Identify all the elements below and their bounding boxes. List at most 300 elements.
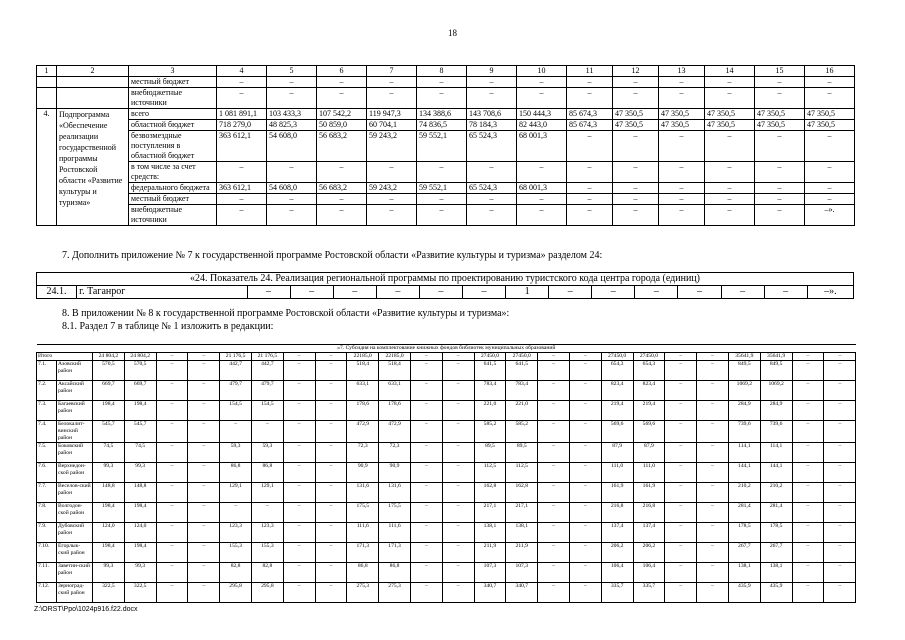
value-cell: – [705, 183, 755, 194]
district-name: Боковский район [57, 443, 93, 463]
row-number: 7.6. [37, 463, 57, 483]
total-value: – [697, 353, 729, 361]
value-cell: – [665, 563, 697, 583]
value-cell: 47 350,5 [659, 120, 705, 131]
value-cell: 107,3 [506, 563, 538, 583]
header-cell: 7 [367, 66, 417, 77]
value-cell: – [156, 463, 188, 483]
value-cell: 154,5 [220, 401, 252, 421]
value-cell: – [567, 131, 613, 162]
value-cell: – [538, 563, 570, 583]
row-name: областной бюджет [129, 120, 217, 131]
value-cell: – [442, 583, 474, 603]
value-cell: – [697, 523, 729, 543]
header-cell: 6 [317, 66, 367, 77]
value-cell: – [538, 381, 570, 401]
value-cell: – [267, 162, 317, 183]
value-cell: – [613, 162, 659, 183]
value-cell: 275,3 [347, 583, 379, 603]
value-cell: 1069,2 [760, 381, 792, 401]
header-cell: 13 [659, 66, 705, 77]
value-cell: 435,9 [728, 583, 760, 603]
value-cell: – [156, 583, 188, 603]
value-cell: 340,7 [474, 583, 506, 603]
value-cell: 78 184,3 [467, 120, 517, 131]
value-cell: – [824, 401, 856, 421]
value-cell: – [410, 563, 442, 583]
value-cell: 111,6 [347, 523, 379, 543]
value-cell: 281,4 [728, 503, 760, 523]
value-cell: – [792, 463, 824, 483]
total-value: – [188, 353, 220, 361]
value-cell: – [283, 563, 315, 583]
value-cell: – [659, 77, 705, 88]
row-name: всего [129, 109, 217, 120]
value-cell: – [517, 205, 567, 226]
row-number: 7.1. [37, 361, 57, 381]
value-cell: – [156, 401, 188, 421]
value-cell: – [156, 543, 188, 563]
value-cell: 198,4 [93, 543, 125, 563]
row-number: 7.11. [37, 563, 57, 583]
value-cell: – [315, 543, 347, 563]
value-cell: 99,3 [93, 563, 125, 583]
value-cell: – [217, 194, 267, 205]
value-cell: – [569, 503, 601, 523]
indicator-value: – [721, 286, 764, 299]
value-cell: 849,5 [728, 361, 760, 381]
value-cell: 59 243,2 [367, 183, 417, 194]
value-cell: – [410, 421, 442, 443]
value-cell: – [220, 421, 252, 443]
value-cell: – [283, 483, 315, 503]
total-value: 35641,9 [728, 353, 760, 361]
value-cell: 641,5 [506, 361, 538, 381]
value-cell: 823,4 [633, 381, 665, 401]
value-cell: – [805, 183, 855, 194]
value-cell: – [410, 401, 442, 421]
value-cell: – [538, 401, 570, 421]
total-value: – [538, 353, 570, 361]
value-cell: – [217, 162, 267, 183]
value-cell: 137,4 [633, 523, 665, 543]
value-cell: 47 350,5 [755, 120, 805, 131]
value-cell: – [315, 401, 347, 421]
value-cell: – [665, 463, 697, 483]
value-cell: – [156, 503, 188, 523]
value-cell: 59 243,2 [367, 131, 417, 162]
value-cell: 103 433,3 [267, 109, 317, 120]
row-name: внебюджетные источники [129, 88, 217, 109]
value-cell: – [156, 483, 188, 503]
value-cell: 72,3 [379, 443, 411, 463]
value-cell: – [410, 483, 442, 503]
value-cell: – [659, 183, 705, 194]
row-number: 4. [37, 109, 57, 226]
value-cell: 221,0 [506, 401, 538, 421]
value-cell: 47 350,5 [805, 109, 855, 120]
value-cell: – [792, 401, 824, 421]
value-cell: 654,3 [601, 361, 633, 381]
value-cell: 472,9 [347, 421, 379, 443]
header-cell: 12 [613, 66, 659, 77]
value-cell: – [467, 205, 517, 226]
value-cell: 178,5 [760, 523, 792, 543]
value-cell: 87,9 [601, 443, 633, 463]
value-cell: 99,3 [124, 463, 156, 483]
value-cell: – [417, 77, 467, 88]
value-cell: 72,3 [347, 443, 379, 463]
value-cell: – [665, 583, 697, 603]
value-cell: – [217, 205, 267, 226]
value-cell: 47 350,5 [613, 109, 659, 120]
value-cell: 99,3 [93, 463, 125, 483]
value-cell: 221,0 [474, 401, 506, 421]
value-cell: 210,2 [760, 483, 792, 503]
paragraph-7: 7. Дополнить приложение № 7 к государственной программе Ростовской области «Развитие культуры и туризма» разделом 24: [62, 250, 603, 261]
indicator-value: – [290, 286, 333, 299]
value-cell: 65 524,3 [467, 131, 517, 162]
value-cell: 129,1 [251, 483, 283, 503]
value-cell: 138,1 [506, 523, 538, 543]
value-cell: – [665, 523, 697, 543]
value-cell: – [569, 483, 601, 503]
value-cell: 739,6 [728, 421, 760, 443]
value-cell: – [792, 381, 824, 401]
value-cell: – [442, 543, 474, 563]
value-cell: 275,3 [379, 583, 411, 603]
value-cell: 171,3 [347, 543, 379, 563]
value-cell: 178,6 [379, 401, 411, 421]
value-cell: – [283, 381, 315, 401]
value-cell: 74 836,5 [417, 120, 467, 131]
total-value: – [410, 353, 442, 361]
value-cell: – [755, 183, 805, 194]
value-cell: – [569, 523, 601, 543]
value-cell: 545,7 [93, 421, 125, 443]
total-value: – [442, 353, 474, 361]
paragraph-8-1: 8.1. Раздел 7 в таблице № 1 изложить в редакции: [62, 321, 274, 332]
value-cell: – [367, 205, 417, 226]
page-number: 18 [448, 28, 457, 38]
value-cell: – [613, 88, 659, 109]
value-cell: – [283, 421, 315, 443]
financing-table [36, 65, 855, 226]
value-cell: – [567, 162, 613, 183]
value-cell: – [569, 583, 601, 603]
value-cell: – [805, 194, 855, 205]
header-cell: 5 [267, 66, 317, 77]
value-cell: 144,1 [728, 463, 760, 483]
total-value: – [569, 353, 601, 361]
value-cell: 74,5 [124, 443, 156, 463]
value-cell: – [156, 563, 188, 583]
value-cell: 87,9 [633, 443, 665, 463]
value-cell: – [442, 503, 474, 523]
value-cell: – [705, 88, 755, 109]
value-cell: – [188, 381, 220, 401]
value-cell: – [538, 463, 570, 483]
district-name: Аксайский район [57, 381, 93, 401]
value-cell: – [367, 88, 417, 109]
value-cell: 171,3 [379, 543, 411, 563]
value-cell: – [315, 361, 347, 381]
value-cell: 90,9 [347, 463, 379, 483]
value-cell: – [188, 583, 220, 603]
value-cell: 106,4 [601, 563, 633, 583]
value-cell: 82,8 [251, 563, 283, 583]
indicator-value: –». [807, 286, 853, 299]
value-cell: – [188, 361, 220, 381]
value-cell: – [317, 194, 367, 205]
value-cell: 669,7 [124, 381, 156, 401]
value-cell: 217,1 [474, 503, 506, 523]
value-cell: 641,5 [474, 361, 506, 381]
value-cell: – [315, 503, 347, 523]
row-name: безвозмездные поступления в областной бюджет [129, 131, 217, 162]
value-cell: 86,8 [379, 563, 411, 583]
value-cell: 442,7 [220, 361, 252, 381]
total-label: Итого [37, 353, 93, 361]
value-cell: – [315, 381, 347, 401]
row-name: местный бюджет [129, 77, 217, 88]
total-value: – [156, 353, 188, 361]
value-cell: – [188, 443, 220, 463]
value-cell: – [824, 421, 856, 443]
value-cell: 162,8 [506, 483, 538, 503]
value-cell: 216,8 [601, 503, 633, 523]
value-cell: 114,1 [728, 443, 760, 463]
value-cell: – [697, 503, 729, 523]
value-cell: 219,4 [633, 401, 665, 421]
value-cell: – [442, 361, 474, 381]
value-cell: 74,5 [93, 443, 125, 463]
value-cell: – [697, 563, 729, 583]
total-value: 27450,0 [601, 353, 633, 361]
value-cell: – [267, 194, 317, 205]
value-cell: – [613, 194, 659, 205]
value-cell: – [467, 162, 517, 183]
value-cell: – [659, 194, 705, 205]
value-cell: 106,4 [633, 563, 665, 583]
indicator-value: – [462, 286, 505, 299]
row-number: 7.3. [37, 401, 57, 421]
value-cell: 518,4 [379, 361, 411, 381]
value-cell: 60 704,1 [367, 120, 417, 131]
value-cell: – [697, 401, 729, 421]
value-cell: – [824, 463, 856, 483]
value-cell: 112,5 [474, 463, 506, 483]
total-value: – [665, 353, 697, 361]
value-cell: 137,4 [601, 523, 633, 543]
value-cell: 59 552,1 [417, 131, 467, 162]
empty-cell [37, 77, 57, 88]
value-cell: 479,7 [220, 381, 252, 401]
value-cell: – [567, 88, 613, 109]
value-cell: – [188, 483, 220, 503]
value-cell: 322,5 [124, 583, 156, 603]
value-cell: 295,8 [220, 583, 252, 603]
value-cell: – [705, 162, 755, 183]
value-cell: – [792, 421, 824, 443]
value-cell: – [317, 162, 367, 183]
value-cell: – [367, 162, 417, 183]
value-cell: –». [805, 205, 855, 226]
value-cell: 545,7 [124, 421, 156, 443]
value-cell: – [697, 443, 729, 463]
value-cell: – [697, 463, 729, 483]
value-cell: 442,7 [251, 361, 283, 381]
value-cell: 479,7 [251, 381, 283, 401]
value-cell: 68 001,3 [517, 183, 567, 194]
value-cell: – [315, 483, 347, 503]
indicator-value: – [419, 286, 462, 299]
value-cell: – [410, 503, 442, 523]
value-cell: – [792, 523, 824, 543]
value-cell: 86,8 [220, 463, 252, 483]
value-cell: 56 683,2 [317, 183, 367, 194]
value-cell: – [697, 583, 729, 603]
value-cell: – [697, 361, 729, 381]
value-cell: 284,9 [728, 401, 760, 421]
value-cell: – [538, 523, 570, 543]
value-cell: 363 612,1 [217, 131, 267, 162]
value-cell: – [283, 401, 315, 421]
value-cell: 112,5 [506, 463, 538, 483]
value-cell: – [442, 421, 474, 443]
value-cell: 86,8 [251, 463, 283, 483]
value-cell: 131,6 [347, 483, 379, 503]
row-number: 7.10. [37, 543, 57, 563]
value-cell: 161,9 [601, 483, 633, 503]
value-cell: – [442, 381, 474, 401]
value-cell: – [538, 503, 570, 523]
value-cell: 119 947,3 [367, 109, 417, 120]
value-cell: – [755, 77, 805, 88]
value-cell: – [824, 361, 856, 381]
value-cell: 138,1 [728, 563, 760, 583]
total-value: 27450,0 [474, 353, 506, 361]
value-cell: – [755, 88, 805, 109]
value-cell: – [824, 483, 856, 503]
value-cell: – [567, 77, 613, 88]
value-cell: – [410, 463, 442, 483]
footer-path: Z:\ORST\Ppo\1024p916.f22.docx [34, 606, 138, 613]
value-cell: 216,8 [633, 503, 665, 523]
value-cell: 1069,2 [728, 381, 760, 401]
value-cell: – [442, 443, 474, 463]
value-cell: 823,4 [601, 381, 633, 401]
value-cell: – [705, 77, 755, 88]
value-cell: 211,9 [474, 543, 506, 563]
value-cell: – [665, 361, 697, 381]
value-cell: – [188, 503, 220, 523]
value-cell: 175,5 [347, 503, 379, 523]
value-cell: – [569, 381, 601, 401]
value-cell: – [315, 583, 347, 603]
value-cell: – [283, 463, 315, 483]
value-cell: – [156, 381, 188, 401]
value-cell: – [824, 381, 856, 401]
value-cell: – [824, 563, 856, 583]
value-cell: 123,3 [220, 523, 252, 543]
value-cell: – [824, 443, 856, 463]
district-name: Веселов-ский район [57, 483, 93, 503]
value-cell: – [805, 131, 855, 162]
value-cell: – [417, 194, 467, 205]
value-cell: 47 350,5 [705, 120, 755, 131]
row-number: 7.5. [37, 443, 57, 463]
value-cell: – [805, 77, 855, 88]
value-cell: – [267, 205, 317, 226]
value-cell: – [705, 205, 755, 226]
row-number: 7.7. [37, 483, 57, 503]
value-cell: 124,0 [93, 523, 125, 543]
row-number: 7.2. [37, 381, 57, 401]
value-cell: – [283, 361, 315, 381]
value-cell: – [567, 194, 613, 205]
value-cell: 65 524,3 [467, 183, 517, 194]
indicator-value: – [549, 286, 592, 299]
value-cell: – [538, 421, 570, 443]
value-cell: – [367, 194, 417, 205]
value-cell: – [705, 194, 755, 205]
value-cell: – [217, 88, 267, 109]
indicator-value: – [764, 286, 807, 299]
header-cell: 1 [37, 66, 57, 77]
value-cell: – [569, 421, 601, 443]
value-cell: – [697, 381, 729, 401]
value-cell: – [665, 483, 697, 503]
value-cell: – [613, 77, 659, 88]
value-cell: – [417, 88, 467, 109]
total-value: 22185,0 [379, 353, 411, 361]
district-name: Дубовский район [57, 523, 93, 543]
value-cell: – [824, 503, 856, 523]
value-cell: 54 608,0 [267, 183, 317, 194]
header-cell: 10 [517, 66, 567, 77]
value-cell: – [156, 443, 188, 463]
value-cell: 210,2 [728, 483, 760, 503]
value-cell: 56 683,2 [317, 131, 367, 162]
value-cell: – [538, 483, 570, 503]
value-cell: 783,4 [474, 381, 506, 401]
value-cell: 85 674,3 [567, 120, 613, 131]
value-cell: – [805, 162, 855, 183]
indicator-value: – [247, 286, 290, 299]
district-name: Верхнедон-ской район [57, 463, 93, 483]
value-cell: – [442, 483, 474, 503]
value-cell: 82 443,0 [517, 120, 567, 131]
district-name: Зерноград-ский район [57, 583, 93, 603]
value-cell: 206,2 [601, 543, 633, 563]
value-cell: – [755, 162, 805, 183]
indicator-name: г. Таганрог [77, 286, 247, 299]
value-cell: 134 388,6 [417, 109, 467, 120]
subsidy-table [36, 344, 856, 603]
value-cell: – [156, 361, 188, 381]
value-cell: 435,9 [760, 583, 792, 603]
value-cell: 363 612,1 [217, 183, 267, 194]
value-cell: – [517, 162, 567, 183]
value-cell: 198,4 [124, 401, 156, 421]
value-cell: 129,1 [220, 483, 252, 503]
value-cell: – [315, 463, 347, 483]
indicator-value: – [333, 286, 376, 299]
district-name: Заветин-ский район [57, 563, 93, 583]
total-value: 35641,9 [760, 353, 792, 361]
value-cell: – [188, 401, 220, 421]
